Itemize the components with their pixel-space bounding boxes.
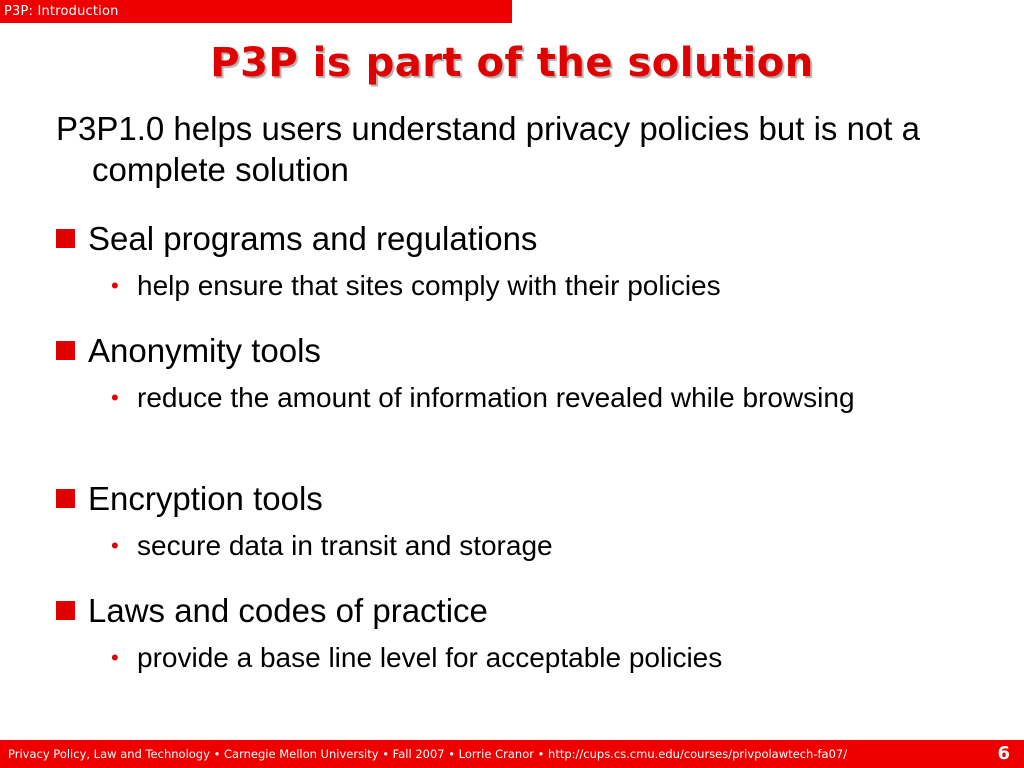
footer-bar	[0, 740, 1024, 768]
square-bullet-icon	[56, 229, 75, 248]
sub-bullet-item	[111, 380, 891, 416]
sub-bullet-item	[111, 268, 891, 304]
bullet-label: Anonymity tools	[88, 332, 321, 369]
sub-bullet-item	[111, 640, 891, 676]
dot-bullet-icon: •	[111, 385, 119, 410]
intro-text: P3P1.0 helps users understand privacy policies but is not a complete solution	[56, 110, 920, 188]
bullet-item	[56, 590, 488, 631]
square-bullet-icon	[56, 489, 75, 508]
slide-title: P3P is part of the solution	[210, 40, 814, 86]
dot-bullet-icon: •	[111, 533, 119, 558]
footer-text: Privacy Policy, Law and Technology • Carnegie Mellon University • Fall 2007 • Lorrie Cranor • http://cups.cs.cmu.edu/courses/privpolawtech-fa07/	[8, 747, 848, 761]
square-bullet-icon	[56, 341, 75, 360]
sub-bullet-text: reduce the amount of information revealed while browsing	[137, 382, 855, 413]
dot-bullet-icon: •	[111, 645, 119, 670]
bullet-item	[56, 218, 537, 259]
page-number: 6	[997, 743, 1010, 764]
sub-bullet-text: help ensure that sites comply with their policies	[137, 270, 721, 301]
section-header: P3P: Introduction	[0, 0, 512, 23]
sub-bullet-text: secure data in transit and storage	[137, 530, 553, 561]
bullet-label: Laws and codes of practice	[88, 592, 488, 629]
bullet-label: Encryption tools	[88, 480, 323, 517]
sub-bullet-text: provide a base line level for acceptable policies	[137, 642, 723, 673]
bullet-item	[56, 478, 323, 519]
sub-bullet-item	[111, 528, 891, 564]
bullet-label: Seal programs and regulations	[88, 220, 538, 257]
bullet-item	[56, 330, 321, 371]
dot-bullet-icon: •	[111, 273, 119, 298]
square-bullet-icon	[56, 601, 75, 620]
